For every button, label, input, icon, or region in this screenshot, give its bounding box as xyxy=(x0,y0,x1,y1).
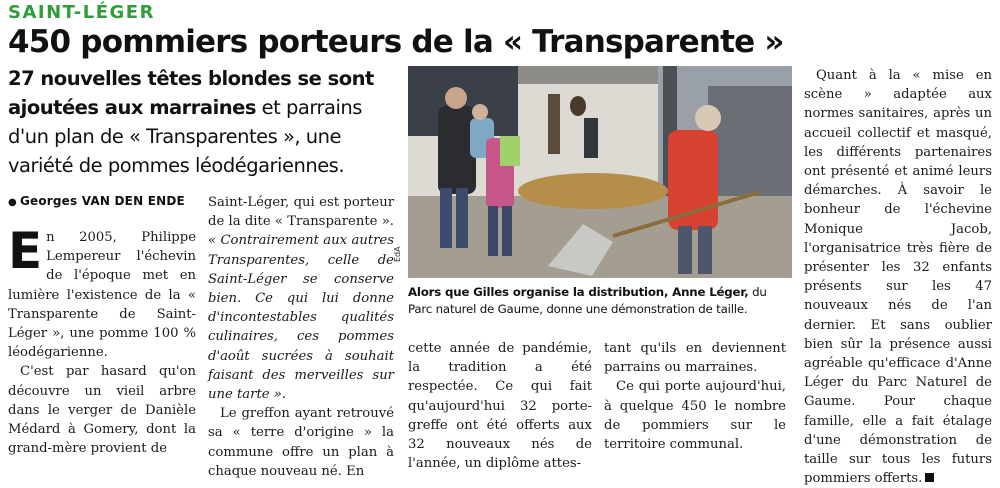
column-4 xyxy=(604,339,786,454)
bullet-icon: ● xyxy=(8,197,17,208)
caption-bold-text: Alors que Gilles organise la distribution, Anne Léger, xyxy=(408,285,749,299)
byline xyxy=(8,194,198,208)
lead-text: et parrains d'un plan de « Transparentes », une variété de pommes léodégariennes. xyxy=(8,96,362,177)
photo-illustration xyxy=(408,66,792,278)
paragraph: cette année de pandémie, la tradition a été respectée. Ce qui fait qu'aujourd'hui 32 porte-greffe ont été offerts aux 32 nouveaux nés de l'année, un diplôme attes- xyxy=(408,341,592,472)
article-photo xyxy=(408,66,792,278)
paragraph: Le greffon ayant retrouvé sa « terre d'origine » la commune offre un plan à chaque nouveau né. En xyxy=(208,406,394,479)
paragraph xyxy=(8,222,196,362)
column-3 xyxy=(408,339,592,473)
paragraph: C'est par hasard qu'on découvre un vieil arbre dans le verger de Danièle Médard à Gomery, dont la grand-mère provient de xyxy=(8,364,196,457)
paragraph xyxy=(804,66,992,488)
column-1 xyxy=(8,222,196,458)
paragraph-text: Saint-Léger, qui est porteur de la dite « Transparente ». xyxy=(208,195,394,230)
column-2 xyxy=(208,193,394,481)
paragraph: Ce qui porte aujourd'hui, à quelque 450 le nombre de pommiers sur le territoire communal. xyxy=(604,379,786,453)
section-rubric: SAINT-LÉGER xyxy=(8,2,155,23)
paragraph-text: Quant à la « mise en scène » adaptée aux normes sanitaires, après un accueil collectif et masqué, les différents partenaires ont présenté et animé leurs démarches. À savoir le bonheur de l'échevine Monique Jacob, l'organisatrice très fière de présenter les 32 enfants présents sur les 47 nouveaux nés de l'an dernier. Et sans oublier bien sûr la présence aussi agréable qu'efficace d'Anne Léger du Parc Naturel de Gaume. Pour chaque famille, elle a fait étalage d'une démonstration de taille sur tous les futurs pommiers offerts. xyxy=(804,68,992,487)
paragraph-text: n 2005, Philippe Lempereur l'échevin de l'époque met en lumière l'existence de la « Transparente de Saint-Léger », une pomme 100 % léodégarienne. xyxy=(8,230,196,361)
column-5 xyxy=(804,66,992,488)
lead-bold-text: 27 nouvelles têtes blondes se sont ajoutées aux marraines xyxy=(8,67,374,119)
article-headline: 450 pommiers porteurs de la « Transparente » xyxy=(8,24,784,60)
end-mark-icon xyxy=(925,473,934,482)
article-lead xyxy=(8,64,400,180)
drop-cap: E xyxy=(8,222,43,280)
caption-text: du Parc naturel de Gaume, donne une démonstration de taille. xyxy=(408,285,767,316)
quote-text: « Contrairement aux autres Transparentes, celle de Saint-Léger se conserve bien. Ce qui lui donne d'incontestables qualités culinaires, ces pommes d'août sucrées à souhait faisant des merveilles sur une tarte ». xyxy=(208,233,394,403)
photo-credit: ÉdA xyxy=(393,246,402,262)
paragraph: tant qu'ils en deviennent parrains ou marraines. xyxy=(604,341,786,376)
photo-caption xyxy=(408,284,792,318)
author-name: Georges VAN DEN ENDE xyxy=(19,194,185,208)
paragraph xyxy=(208,193,394,404)
